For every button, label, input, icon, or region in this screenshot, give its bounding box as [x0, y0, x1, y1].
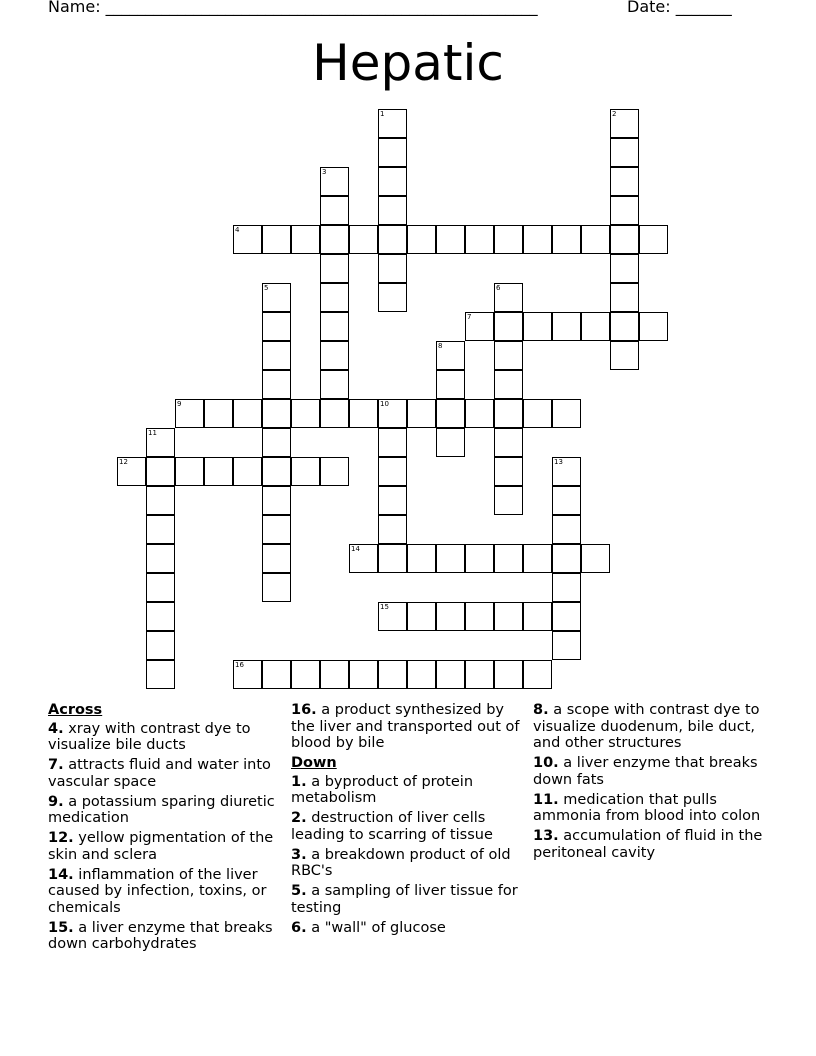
grid-cell[interactable] [378, 399, 407, 428]
grid-cell[interactable] [262, 399, 291, 428]
grid-cell[interactable] [407, 602, 436, 631]
grid-cell[interactable] [523, 225, 552, 254]
grid-cell[interactable] [291, 399, 320, 428]
grid-cell[interactable] [436, 428, 465, 457]
cell-number: 8 [438, 342, 443, 350]
clue-down-8 [533, 702, 765, 752]
cell-number: 11 [148, 429, 157, 437]
clue-down-13 [533, 828, 765, 861]
grid-cell[interactable] [320, 283, 349, 312]
clue-down-2 [291, 810, 523, 843]
clue-down-10 [533, 755, 765, 788]
grid-cell[interactable] [117, 457, 146, 486]
grid-cell[interactable] [378, 138, 407, 167]
clue-across-7 [48, 757, 280, 790]
grid-cell[interactable] [262, 283, 291, 312]
clue-text: destruction of liver cells leading to scarring of tissue [291, 810, 493, 843]
grid-cell[interactable] [523, 602, 552, 631]
grid-cell[interactable] [378, 544, 407, 573]
cell-number: 12 [119, 458, 128, 466]
grid-cell[interactable] [262, 428, 291, 457]
grid-cell[interactable] [378, 167, 407, 196]
grid-cell[interactable] [291, 225, 320, 254]
grid-cell[interactable] [146, 631, 175, 660]
grid-cell[interactable] [552, 573, 581, 602]
clue-number: 5. [291, 883, 307, 899]
grid-cell[interactable] [552, 486, 581, 515]
grid-cell[interactable] [610, 312, 639, 341]
clue-number: 8. [533, 702, 549, 718]
across-heading: Across [48, 702, 103, 718]
grid-cell[interactable] [262, 457, 291, 486]
grid-cell[interactable] [262, 660, 291, 689]
cell-number: 7 [467, 313, 472, 321]
grid-cell[interactable] [610, 254, 639, 283]
cell-number: 1 [380, 110, 385, 118]
clue-text: medication that pulls ammonia from blood into colon [533, 791, 761, 824]
grid-cell[interactable] [494, 341, 523, 370]
clue-number: 16. [291, 702, 317, 718]
grid-cell[interactable] [494, 602, 523, 631]
clue-text: a scope with contrast dye to visualize duodenum, bile duct, and other structures [533, 702, 760, 751]
grid-cell[interactable] [378, 515, 407, 544]
clue-text: yellow pigmentation of the skin and sclera [48, 830, 274, 863]
grid-cell[interactable] [552, 225, 581, 254]
grid-cell[interactable] [465, 660, 494, 689]
grid-cell[interactable] [378, 109, 407, 138]
grid-cell[interactable] [146, 486, 175, 515]
clue-down-6 [291, 920, 523, 937]
grid-cell[interactable] [465, 602, 494, 631]
grid-cell[interactable] [494, 312, 523, 341]
cell-number: 3 [322, 168, 327, 176]
grid-cell[interactable] [291, 457, 320, 486]
clue-number: 2. [291, 810, 307, 826]
grid-cell[interactable] [581, 544, 610, 573]
grid-cell[interactable] [175, 457, 204, 486]
cell-number: 9 [177, 400, 182, 408]
down-heading: Down [291, 755, 337, 771]
grid-cell[interactable] [378, 225, 407, 254]
grid-cell[interactable] [465, 225, 494, 254]
clue-number: 11. [533, 791, 559, 808]
grid-cell[interactable] [320, 312, 349, 341]
grid-cell[interactable] [349, 399, 378, 428]
clue-number: 10. [533, 755, 559, 771]
clue-number: 13. [533, 828, 559, 844]
grid-cell[interactable] [552, 631, 581, 660]
grid-cell[interactable] [436, 341, 465, 370]
clue-text: a breakdown product of old RBC's [291, 846, 511, 879]
clue-across-4 [48, 721, 280, 754]
grid-cell[interactable] [262, 370, 291, 399]
grid-cell[interactable] [146, 428, 175, 457]
grid-cell[interactable] [262, 573, 291, 602]
grid-cell[interactable] [378, 196, 407, 225]
grid-cell[interactable] [494, 370, 523, 399]
grid-cell[interactable] [494, 486, 523, 515]
grid-cell[interactable] [436, 602, 465, 631]
grid-cell[interactable] [204, 399, 233, 428]
grid-cell[interactable] [233, 660, 262, 689]
clue-number: 14. [48, 866, 74, 883]
cell-number: 15 [380, 603, 389, 611]
grid-cell[interactable] [610, 225, 639, 254]
grid-cell[interactable] [378, 457, 407, 486]
grid-cell[interactable] [320, 225, 349, 254]
clue-text: xray with contrast dye to visualize bile ducts [48, 720, 251, 753]
clue-down-5 [291, 883, 523, 916]
cell-number: 2 [612, 110, 617, 118]
puzzle-title: Hepatic [312, 34, 504, 92]
clue-column-2 [291, 702, 523, 940]
grid-cell[interactable] [320, 457, 349, 486]
grid-cell[interactable] [610, 196, 639, 225]
grid-cell[interactable] [407, 399, 436, 428]
clue-down-1 [291, 774, 523, 807]
grid-cell[interactable] [262, 544, 291, 573]
grid-cell[interactable] [639, 312, 668, 341]
grid-cell[interactable] [436, 544, 465, 573]
clue-text: a liver enzyme that breaks down carbohydrates [48, 919, 273, 952]
clue-text: a "wall" of glucose [311, 919, 446, 936]
cell-number: 14 [351, 545, 360, 553]
grid-cell[interactable] [494, 283, 523, 312]
grid-cell[interactable] [523, 660, 552, 689]
grid-cell[interactable] [349, 544, 378, 573]
grid-cell[interactable] [581, 312, 610, 341]
grid-cell[interactable] [610, 341, 639, 370]
grid-cell[interactable] [523, 312, 552, 341]
grid-cell[interactable] [494, 428, 523, 457]
grid-cell[interactable] [233, 399, 262, 428]
clue-across-16 [291, 702, 523, 752]
grid-cell[interactable] [610, 138, 639, 167]
clue-number: 4. [48, 720, 64, 737]
grid-cell[interactable] [523, 544, 552, 573]
grid-cell[interactable] [146, 660, 175, 689]
date-field[interactable]: Date: _______ [627, 0, 732, 16]
grid-cell[interactable] [175, 399, 204, 428]
cell-number: 16 [235, 661, 244, 669]
grid-cell[interactable] [320, 196, 349, 225]
clue-number: 3. [291, 846, 307, 863]
grid-cell[interactable] [494, 457, 523, 486]
clue-across-14 [48, 867, 280, 917]
grid-cell[interactable] [494, 660, 523, 689]
clue-across-12 [48, 830, 280, 863]
grid-cell[interactable] [610, 109, 639, 138]
cell-number: 13 [554, 458, 563, 466]
grid-cell[interactable] [581, 225, 610, 254]
clue-number: 9. [48, 793, 64, 810]
grid-cell[interactable] [204, 457, 233, 486]
grid-cell[interactable] [320, 660, 349, 689]
grid-cell[interactable] [146, 544, 175, 573]
cell-number: 10 [380, 400, 389, 408]
grid-cell[interactable] [291, 660, 320, 689]
grid-cell[interactable] [262, 486, 291, 515]
grid-cell[interactable] [146, 602, 175, 631]
grid-cell[interactable] [552, 602, 581, 631]
cell-number: 5 [264, 284, 269, 292]
grid-cell[interactable] [378, 602, 407, 631]
grid-cell[interactable] [233, 225, 262, 254]
clue-column-3 [533, 702, 765, 865]
grid-cell[interactable] [552, 544, 581, 573]
grid-cell[interactable] [465, 312, 494, 341]
clue-number: 6. [291, 919, 307, 936]
grid-cell[interactable] [146, 457, 175, 486]
grid-cell[interactable] [320, 370, 349, 399]
grid-cell[interactable] [146, 515, 175, 544]
clue-text: accumulation of fluid in the peritoneal cavity [533, 828, 763, 861]
grid-cell[interactable] [407, 544, 436, 573]
grid-cell[interactable] [639, 225, 668, 254]
grid-cell[interactable] [262, 312, 291, 341]
grid-cell[interactable] [552, 312, 581, 341]
grid-cell[interactable] [262, 515, 291, 544]
grid-cell[interactable] [436, 370, 465, 399]
grid-cell[interactable] [552, 457, 581, 486]
grid-cell[interactable] [378, 428, 407, 457]
grid-cell[interactable] [320, 399, 349, 428]
grid-cell[interactable] [494, 544, 523, 573]
grid-cell[interactable] [610, 283, 639, 312]
grid-cell[interactable] [378, 486, 407, 515]
name-field[interactable]: Name: ______________________________________________________ [48, 0, 538, 16]
grid-cell[interactable] [233, 457, 262, 486]
grid-cell[interactable] [436, 399, 465, 428]
clue-text: a sampling of liver tissue for testing [291, 883, 518, 916]
grid-cell[interactable] [465, 399, 494, 428]
grid-cell[interactable] [262, 225, 291, 254]
cell-number: 6 [496, 284, 501, 292]
clue-down-11 [533, 792, 765, 825]
grid-cell[interactable] [494, 399, 523, 428]
clue-text: a potassium sparing diuretic medication [48, 793, 275, 826]
grid-cell[interactable] [262, 341, 291, 370]
clue-text: inflammation of the liver caused by infection, toxins, or chemicals [48, 866, 267, 916]
grid-cell[interactable] [494, 225, 523, 254]
clue-number: 1. [291, 773, 307, 790]
grid-cell[interactable] [349, 660, 378, 689]
clue-down-3 [291, 847, 523, 880]
grid-cell[interactable] [146, 573, 175, 602]
grid-cell[interactable] [407, 225, 436, 254]
grid-cell[interactable] [552, 515, 581, 544]
grid-cell[interactable] [610, 167, 639, 196]
grid-cell[interactable] [320, 167, 349, 196]
clue-across-9 [48, 794, 280, 827]
grid-cell[interactable] [436, 660, 465, 689]
grid-cell[interactable] [407, 660, 436, 689]
grid-cell[interactable] [320, 254, 349, 283]
grid-cell[interactable] [465, 544, 494, 573]
clue-text: a liver enzyme that breaks down fats [533, 755, 758, 788]
clue-number: 12. [48, 830, 74, 846]
grid-cell[interactable] [378, 283, 407, 312]
clue-text: attracts fluid and water into vascular space [48, 757, 271, 790]
clue-text: a product synthesized by the liver and transported out of blood by bile [291, 702, 520, 751]
grid-cell[interactable] [378, 254, 407, 283]
grid-cell[interactable] [436, 225, 465, 254]
grid-cell[interactable] [523, 399, 552, 428]
grid-cell[interactable] [349, 225, 378, 254]
clue-number: 7. [48, 757, 64, 773]
grid-cell[interactable] [320, 341, 349, 370]
grid-cell[interactable] [378, 660, 407, 689]
clue-text: a byproduct of protein metabolism [291, 773, 474, 806]
clue-column-1 [48, 702, 280, 956]
cell-number: 4 [235, 226, 240, 234]
clue-number: 15. [48, 919, 74, 936]
clue-across-15 [48, 920, 280, 953]
grid-cell[interactable] [552, 399, 581, 428]
